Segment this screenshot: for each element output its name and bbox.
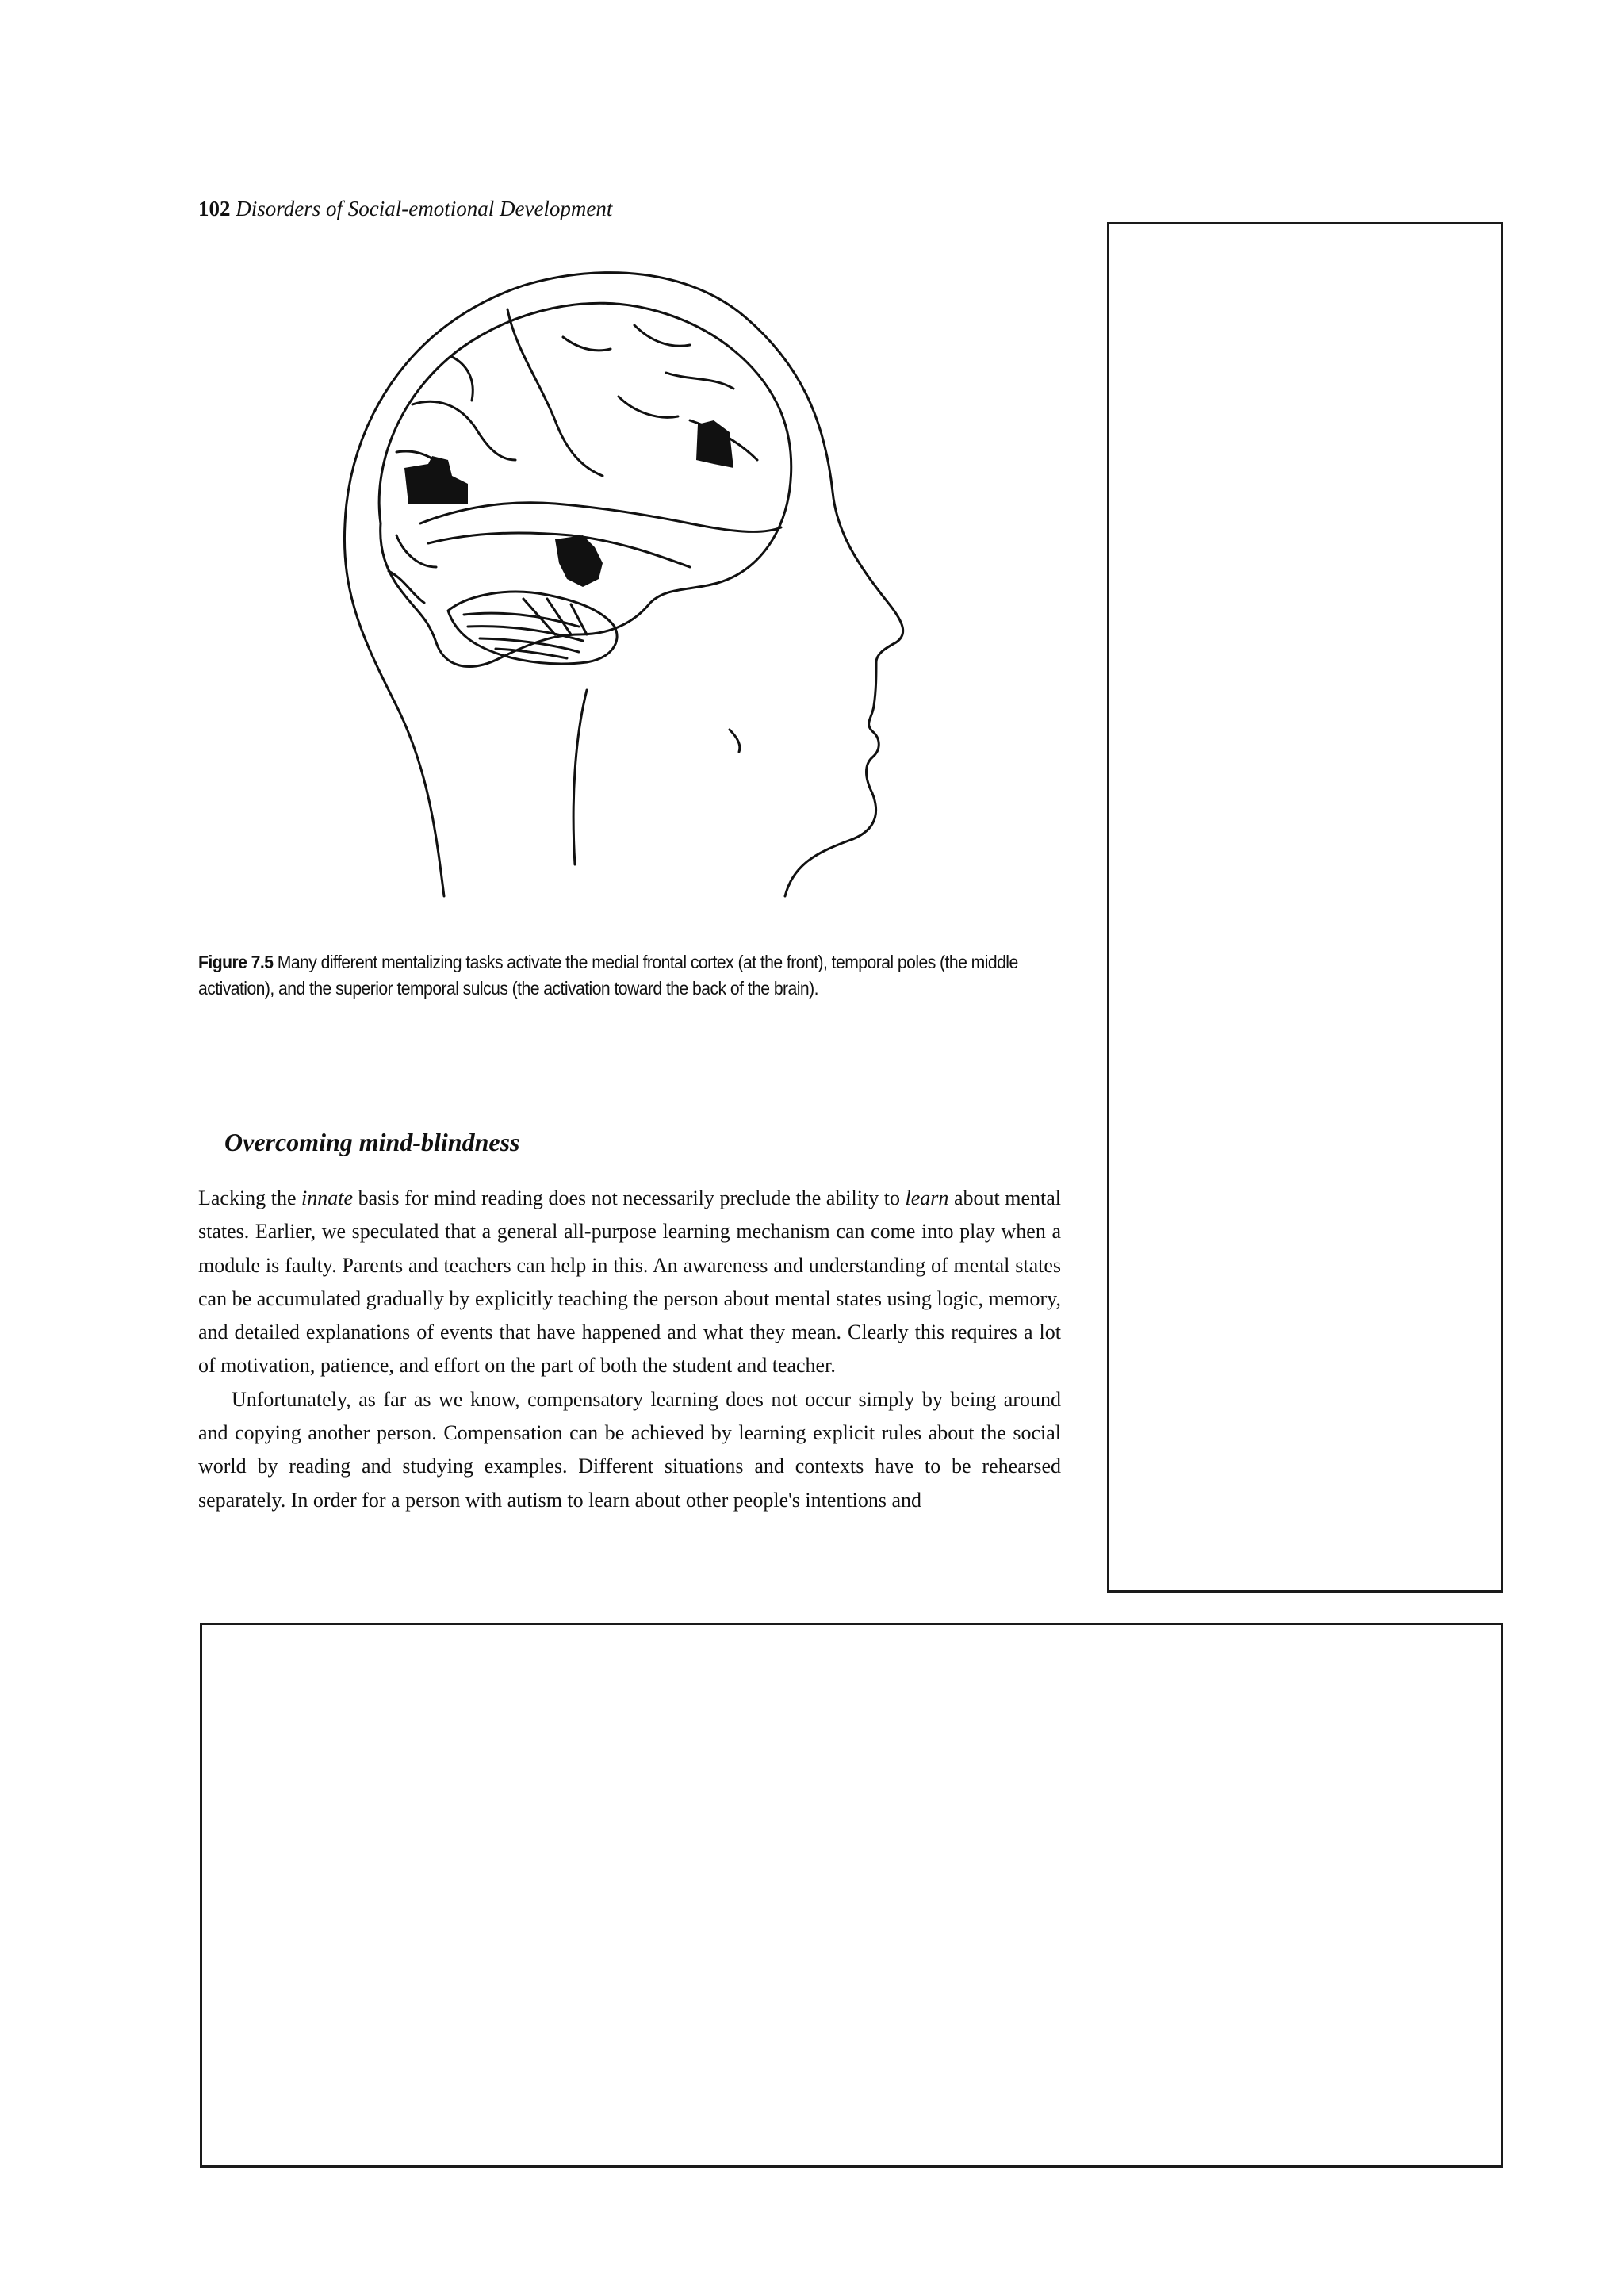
paragraph-1-text-c: about mental states. Earlier, we speculated that a general all-purpose learning mechanism can come into play when a module is faulty. Parents and teachers can help in this. An awareness and understanding of mental states can be accumulated gradually by explicitly teaching the person about mental states using logic, memory, and detailed explanations of events that have happened and what they mean. Clearly this requires a lot of motivation, patience, and effort on the part of both the student and teacher.	[198, 1186, 1061, 1378]
body-text	[198, 1182, 1061, 1517]
figure-caption-text: Many different mentalizing tasks activate the medial frontal cortex (at the front), temporal poles (the middle activation), and the superior temporal sulcus (the activation toward the back of the brain).	[198, 952, 1018, 999]
activation-superior-temporal-sulcus	[696, 420, 733, 468]
paragraph-1	[198, 1182, 1061, 1383]
figure-caption	[198, 949, 1059, 1002]
running-head	[198, 195, 612, 222]
brain-figure	[317, 262, 936, 928]
bottom-frame-box	[200, 1623, 1503, 2168]
figure-caption-label: Figure 7.5	[198, 952, 274, 972]
paragraph-1-text-b: basis for mind reading does not necessarily preclude the ability to	[353, 1186, 906, 1209]
paragraph-1-text-a: Lacking the	[198, 1186, 302, 1209]
book-title: Disorders of Social-emotional Development	[236, 197, 613, 220]
head-outline	[344, 273, 902, 896]
activation-temporal-pole	[555, 535, 603, 587]
head-brain-illustration	[317, 262, 936, 928]
section-heading: Overcoming mind-blindness	[224, 1128, 520, 1156]
emphasis-innate: innate	[301, 1186, 354, 1209]
emphasis-learn: learn	[905, 1186, 949, 1209]
side-frame-box	[1107, 222, 1503, 1593]
paragraph-2: Unfortunately, as far as we know, compensatory learning does not occur simply by being around and copying another person. Compensation can be achieved by learning explicit rules about the social world by reading and studying examples. Different situations and contexts have to be rehearsed separately. In order for a person with autism to learn about other people's intentions and	[198, 1387, 1061, 1512]
activation-medial-frontal	[404, 456, 468, 504]
page-number: 102	[198, 197, 231, 220]
